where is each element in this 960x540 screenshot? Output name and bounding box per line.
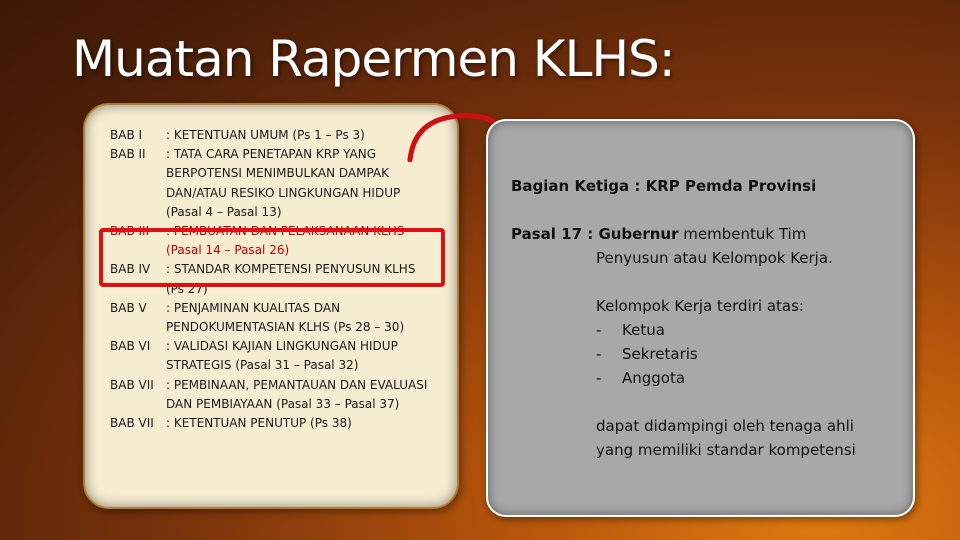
- note-line: yang memiliki standar kompetensi: [596, 441, 856, 459]
- chapter-title: : KETENTUAN UMUM (Ps 1 – Ps 3): [166, 128, 365, 142]
- chapter-number: BAB II: [110, 147, 146, 162]
- section-heading: Bagian Ketiga : KRP Pemda Provinsi: [511, 177, 817, 195]
- chapter-title: : PEMBUATAN DAN PELAKSANAAN KLHS (Pasal 14 – Pasal 26): [166, 224, 405, 258]
- slide-title: Muatan Rapermen KLHS:: [72, 30, 675, 88]
- chapter-number: BAB III: [110, 224, 150, 239]
- chapter-number: BAB VII: [110, 416, 154, 431]
- chapter-title: : PENJAMINAN KUALITAS DAN PENDOKUMENTASIAN KLHS (Ps 28 – 30): [166, 300, 405, 335]
- chapter-title: : STANDAR KOMPETENSI PENYUSUN KLHS (Ps 27): [166, 262, 416, 296]
- group-heading: Kelompok Kerja terdiri atas:: [596, 297, 804, 315]
- note-line: dapat didampingi oleh tenaga ahli: [596, 417, 854, 435]
- member-item: - Ketua: [596, 321, 665, 339]
- pasal-text-cont: Penyusun atau Kelompok Kerja.: [596, 249, 833, 267]
- chapter-title: : KETENTUAN PENUTUP (Ps 38): [166, 416, 352, 431]
- chapter-number: BAB I: [110, 128, 143, 142]
- pasal-label: Pasal 17 : Gubernur: [511, 225, 679, 243]
- highlight-box: [99, 228, 445, 287]
- chapter-title: : VALIDASI KAJIAN LINGKUNGAN HIDUP STRATEGIS (Pasal 31 – Pasal 32): [166, 339, 398, 373]
- member-item: - Sekretaris: [596, 345, 698, 363]
- pasal-line: [511, 222, 806, 246]
- chapter-number: BAB VII: [110, 377, 154, 392]
- chapter-item: [110, 414, 450, 433]
- chapter-title: : PEMBINAAN, PEMANTAUAN DAN EVALUASI DAN PEMBIAYAAN (Pasal 33 – Pasal 37): [166, 377, 428, 411]
- pasal-text: membentuk Tim: [678, 225, 807, 243]
- chapter-item: [110, 299, 450, 337]
- chapter-number: BAB IV: [110, 262, 151, 277]
- chapter-number: BAB V: [110, 300, 147, 315]
- chapter-item: [110, 337, 450, 375]
- member-item: - Anggota: [596, 369, 686, 387]
- chapter-item: [110, 376, 450, 414]
- chapter-number: BAB VI: [110, 339, 151, 354]
- chapter-title: : TATA CARA PENETAPAN KRP YANG BERPOTENSI MENIMBULKAN DAMPAK DAN/ATAU RESIKO LINGKUNGAN HIDUP (Pasal 4 – Pasal 13): [166, 147, 401, 219]
